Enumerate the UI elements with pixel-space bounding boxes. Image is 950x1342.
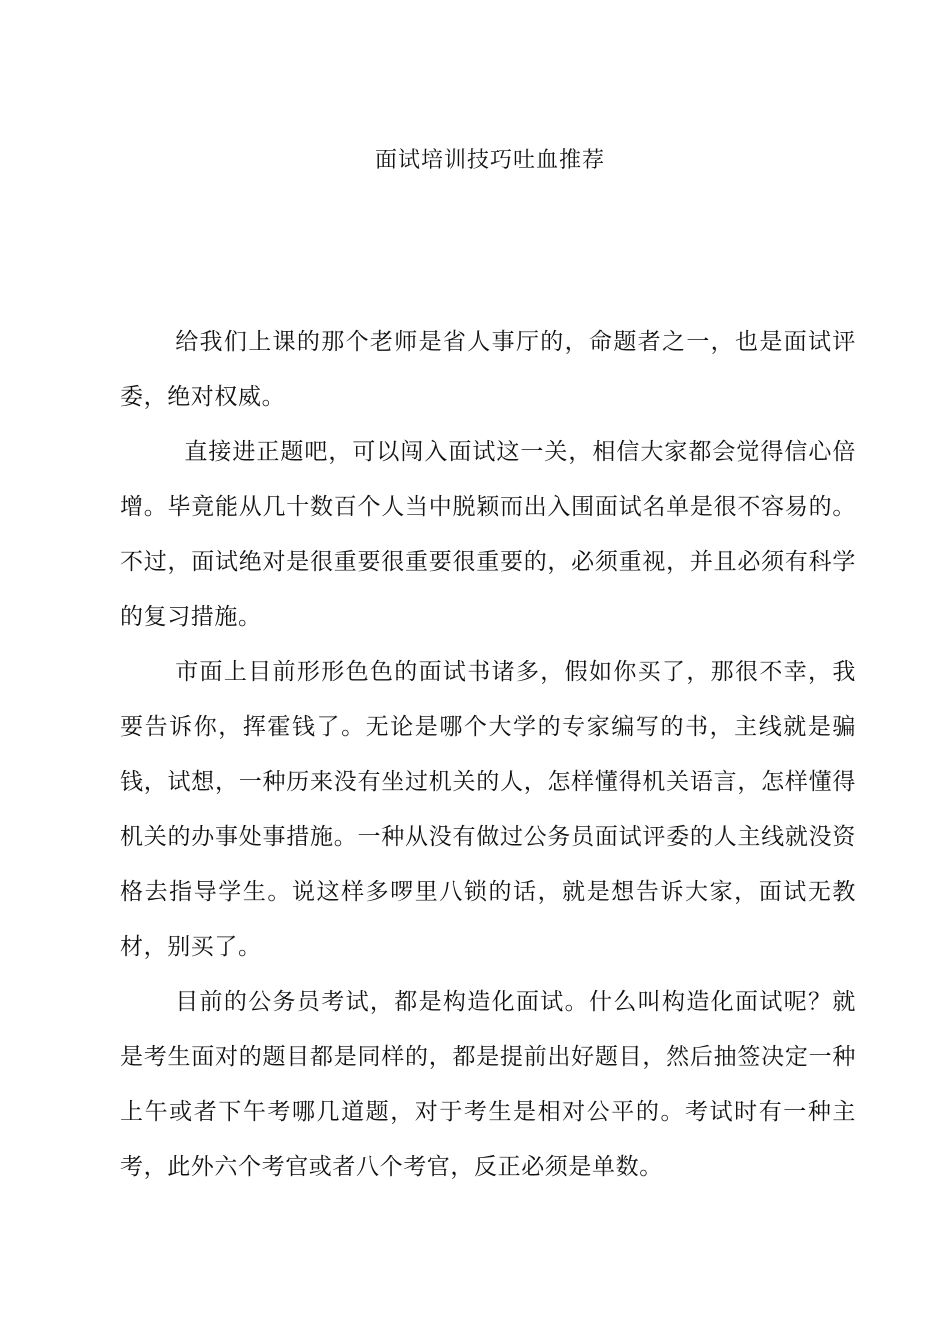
document-body: [120, 315, 856, 1195]
document-title: 面试培训技巧吐血推荐: [374, 148, 605, 173]
paragraph-4: 目前的公务员考试，都是构造化面试。什么叫构造化面试呢？就是考生面对的题目都是同样的，都是提前出好题目，然后抽签决定一种上午或者下午考哪几道题，对于考生是相对公平的。考试时有一种主考，此外六个考官或者八个考官，反正必须是单数。: [120, 989, 856, 1180]
paragraph-2: 直接进正题吧，可以闯入面试这一关，相信大家都会觉得信心倍增。毕竟能从几十数百个人当中脱颖而出入围面试名单是很不容易的。不过，面试绝对是很重要很重要很重要的，必须重视，并且必须有科学的复习措施。: [120, 439, 856, 630]
paragraph-3: 市面上目前形形色色的面试书诸多，假如你买了，那很不幸，我要告诉你，挥霍钱了。无论是哪个大学的专家编写的书，主线就是骗钱，试想，一种历来没有坐过机关的人，怎样懂得机关语言，怎样懂得机关的办事处事措施。一种从没有做过公务员面试评委的人主线就没资格去指导学生。说这样多啰里八锁的话，就是想告诉大家，面试无教材，别买了。: [120, 659, 856, 960]
paragraph-1: 给我们上课的那个老师是省人事厅的，命题者之一，也是面试评委，绝对权威。: [120, 329, 856, 410]
